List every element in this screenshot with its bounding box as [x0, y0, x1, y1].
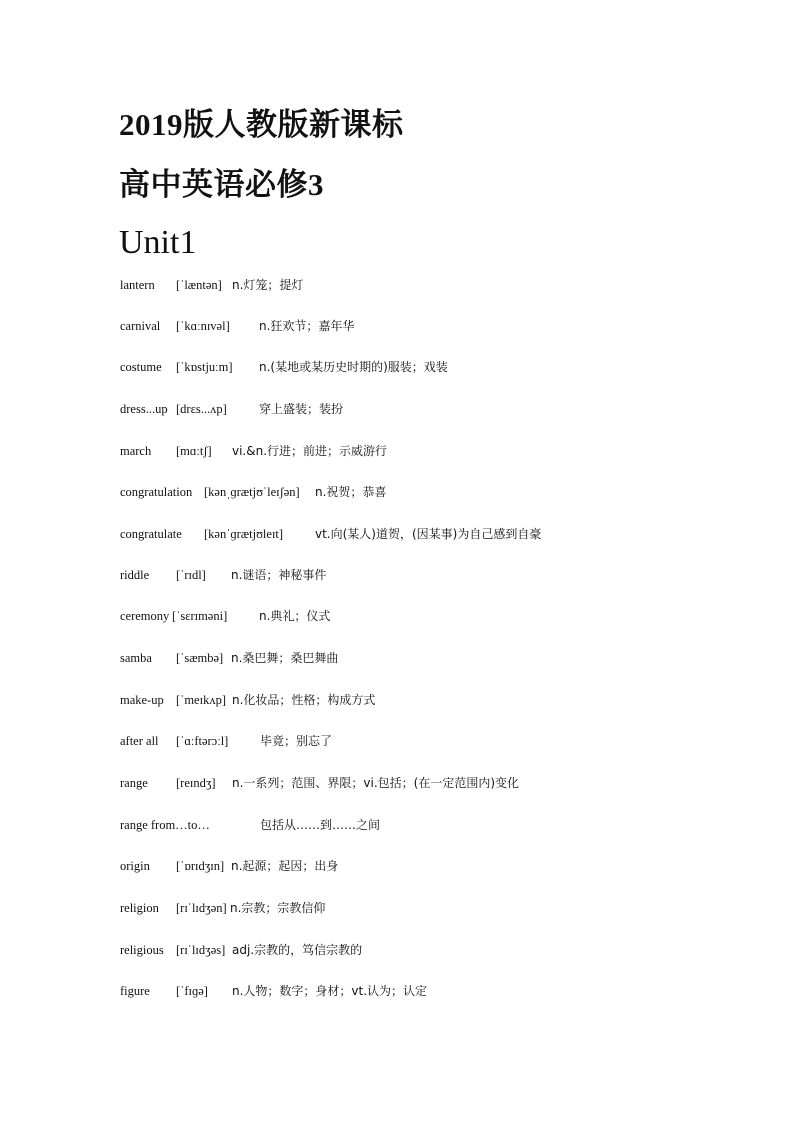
vocab-word: make-up — [120, 693, 164, 707]
vocab-phonetic: [reɪndʒ] — [176, 776, 216, 790]
vocab-word: after all — [120, 734, 159, 748]
vocab-row-figure — [0, 982, 794, 1000]
vocab-definition: n.一系列；范围、界限；vi.包括；(在一定范围内)变化 — [232, 776, 520, 790]
vocab-phonetic: [ˈkɒstjuːm] — [176, 360, 233, 374]
vocab-row-range — [0, 774, 794, 792]
vocab-row-congratulation — [0, 483, 794, 501]
vocab-phonetic: [kənˌɡrætjʊˈleɪʃən] — [204, 485, 300, 499]
vocab-definition: n.典礼；仪式 — [259, 609, 331, 623]
vocab-phonetic: [ˈlæntən] — [176, 278, 222, 292]
vocab-word: religion — [120, 901, 159, 915]
vocab-phonetic: [ˈsɛrɪməni] — [172, 609, 228, 623]
vocab-row-dress-up — [0, 400, 794, 418]
vocab-phonetic: [drɛs...ʌp] — [176, 402, 227, 416]
vocab-word: congratulate — [120, 527, 182, 541]
vocab-definition: n.起源；起因；出身 — [231, 859, 339, 873]
vocab-word: march — [120, 444, 152, 458]
vocab-row-carnival — [0, 317, 794, 335]
vocab-row-samba — [0, 649, 794, 667]
vocab-row-ceremony — [0, 607, 794, 625]
vocab-word: riddle — [120, 568, 150, 582]
vocab-definition: n.人物；数字；身材；vt.认为；认定 — [232, 984, 428, 998]
vocab-definition: n.谜语；神秘事件 — [231, 568, 327, 582]
vocab-definition: n.桑巴舞；桑巴舞曲 — [231, 651, 339, 665]
vocab-word: samba — [120, 651, 152, 665]
vocab-row-costume — [0, 358, 794, 376]
vocab-word: costume — [120, 360, 162, 374]
vocab-row-riddle — [0, 566, 794, 584]
vocab-row-congratulate — [0, 525, 794, 543]
vocab-definition: adj.宗教的，笃信宗教的 — [232, 943, 363, 957]
document-title-line1: 2019版人教版新课标 — [119, 107, 404, 142]
vocab-word: range — [120, 776, 148, 790]
vocab-definition: 穿上盛装；装扮 — [259, 402, 344, 416]
vocab-word: ceremony — [120, 609, 170, 623]
vocab-row-march — [0, 442, 794, 460]
vocab-row-religion — [0, 899, 794, 917]
vocab-word: lantern — [120, 278, 155, 292]
vocab-word: range from…to… — [120, 818, 210, 832]
vocab-definition: 毕竟；别忘了 — [260, 734, 333, 748]
vocab-row-origin — [0, 857, 794, 875]
vocab-definition: vi.&n.行进；前进；示威游行 — [232, 444, 388, 458]
vocab-phonetic: [ˈrɪdl] — [176, 568, 206, 582]
vocab-definition: 包括从……到……之间 — [260, 818, 381, 832]
vocab-row-after-all — [0, 732, 794, 750]
unit-heading: Unit1 — [119, 224, 197, 261]
vocab-phonetic: [rɪˈlɪdʒən] — [176, 901, 227, 915]
vocab-phonetic: [ˈkɑːnɪvəl] — [176, 319, 230, 333]
vocab-word: congratulation — [120, 485, 193, 499]
vocab-definition: n.宗教；宗教信仰 — [230, 901, 326, 915]
vocab-definition: n.(某地或某历史时期的)服装；戏装 — [259, 360, 448, 374]
vocab-row-make-up — [0, 691, 794, 709]
vocab-definition: n.祝贺；恭喜 — [315, 485, 387, 499]
vocab-definition: n.狂欢节；嘉年华 — [259, 319, 355, 333]
vocab-phonetic: [kənˈɡrætjʊleɪt] — [204, 527, 284, 541]
vocab-word: figure — [120, 984, 150, 998]
vocab-definition: n.灯笼；提灯 — [232, 278, 304, 292]
vocab-phonetic: [ˈsæmbə] — [176, 651, 224, 665]
vocab-definition: vt.向(某人)道贺，(因某事)为自己感到自豪 — [315, 527, 542, 541]
vocab-phonetic: [rɪˈlɪdʒəs] — [176, 943, 226, 957]
vocab-phonetic: [ˈɑːftərɔːl] — [176, 734, 229, 748]
vocab-row-lantern — [0, 276, 794, 294]
vocab-phonetic: [ˈfɪɡə] — [176, 984, 208, 998]
vocab-phonetic: [mɑːtʃ] — [176, 444, 212, 458]
vocab-row-religious — [0, 941, 794, 959]
vocab-definition: n.化妆品；性格；构成方式 — [232, 693, 376, 707]
vocab-word: carnival — [120, 319, 161, 333]
vocab-word: religious — [120, 943, 164, 957]
vocab-phonetic: [ˈmeɪkʌp] — [176, 693, 226, 707]
vocab-word: origin — [120, 859, 150, 873]
vocab-phonetic: [ˈɒrɪdʒɪn] — [176, 859, 225, 873]
vocab-row-range-from-to — [0, 816, 794, 834]
document-title-line2: 高中英语必修3 — [119, 167, 324, 202]
vocab-word: dress...up — [120, 402, 168, 416]
